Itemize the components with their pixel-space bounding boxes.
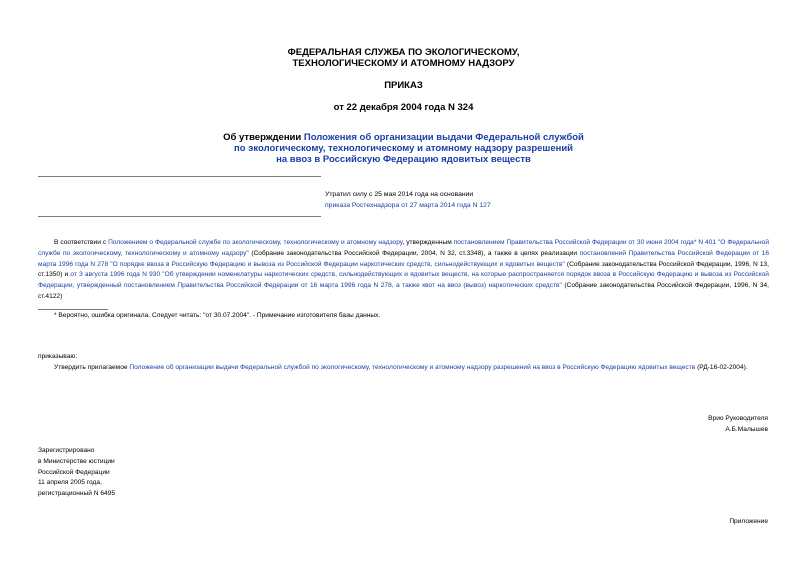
registration-block <box>38 446 238 500</box>
divider-bottom <box>38 216 321 217</box>
order-verb: приказываю: <box>38 353 78 360</box>
header <box>0 47 807 69</box>
registration-line3: Российской Федерации <box>38 468 110 476</box>
preamble-text-2: , утвержденным <box>402 239 454 246</box>
status-block <box>325 190 625 212</box>
agency-name-line1: ФЕДЕРАЛЬНАЯ СЛУЖБА ПО ЭКОЛОГИЧЕСКОМУ, <box>287 47 520 58</box>
divider-top <box>38 176 321 177</box>
order-text-2: (РД-16-02-2004). <box>695 364 748 371</box>
doc-date-number: от 22 декабря 2004 года N 324 <box>333 102 474 113</box>
signature-block <box>560 414 768 436</box>
status-line: Утратил силу с 25 мая 2014 года на основании <box>325 191 474 198</box>
status-link[interactable]: приказа Ростехнадзора от 27 марта 2014 года N 127 <box>325 201 491 209</box>
preamble-text-4: (Собрание законодательства Российской Федерации, 1996, N 13, ст.1350) и <box>38 260 769 279</box>
registration-line1: Зарегистрировано <box>38 447 95 454</box>
doc-type: ПРИКАЗ <box>384 80 423 91</box>
doc-title <box>0 132 807 165</box>
preamble-text-5: (Собрание законодательства Российской Федерации, 1996, N 34, ст.4122) <box>38 282 769 300</box>
preamble-link-regulation[interactable]: Положением о Федеральной службе по экологическому, технологическому и атомному надзору <box>108 239 403 246</box>
preamble-link-decree-278[interactable]: постановлений Правительства Российской Федерации от 16 марта 1996 года N 278 "О порядке ввоза в Российскую Федерацию и вывоза из Российской Федерации наркотических средств, сильнодействующих и ядовитых веществ" <box>38 249 769 268</box>
registration-line4: 11 апреля 2005 года, <box>38 479 102 487</box>
preamble-link-decree-930[interactable]: от 3 августа 1996 года N 930 "Об утверждении номенклатуры наркотических средств, сильнодействующих и ядовитых веществ, на которые распространяется порядок ввоза в Российскую Федерацию и вывоза из Российской Федерации, утвержденный постановлением Правительства Российской Федерации от 16 марта 1996 года N 278, а также квот на ввоз (вывоз) наркотических средств" <box>38 271 769 290</box>
preamble-text-1: В соответствии с <box>54 239 109 246</box>
order-text-1: Утвердить прилагаемое <box>54 364 130 371</box>
signature-position: Врио Руководителя <box>708 415 768 422</box>
registration-line5: регистрационный N 6495 <box>38 490 116 498</box>
footnote: * Вероятно, ошибка оригинала. Следует читать: "от 30.07.2004". - Примечание изготовителя базы данных. <box>54 312 381 319</box>
preamble-text-3: (Собрание законодательства Российской Федерации, 2004, N 32, ст.3348), а также в целях реализации <box>248 249 580 257</box>
title-prefix: Об утверждении <box>223 132 304 143</box>
footnote-divider <box>38 309 108 310</box>
title-link-line1[interactable]: Положения об организации выдачи Федеральной службой <box>303 132 584 143</box>
appendix-label: Приложение <box>729 518 768 525</box>
order-paragraph <box>38 363 769 374</box>
preamble-paragraph <box>38 238 769 303</box>
preamble-link-decree-401[interactable]: постановлением Правительства Российской Федерации от 30 июня 2004 года* N 401 "О Федеральной службе по экологическому, технологическому и атомному надзору" <box>38 239 769 257</box>
agency-name-line2: ТЕХНОЛОГИЧЕСКОМУ И АТОМНОМУ НАДЗОРУ <box>292 58 515 69</box>
signature-name: А.Б.Малышев <box>725 425 768 433</box>
registration-line2: в Министерстве юстиции <box>38 457 115 465</box>
title-link-line2[interactable]: по экологическому, технологическому и атомному надзору разрешений <box>233 143 574 154</box>
order-link-regulation[interactable]: Положение об организации выдачи Федеральной службой по экологическому, технологическому и атомному надзору разрешений на ввоз в Российскую Федерацию ядовитых веществ <box>129 364 696 371</box>
title-link-line3[interactable]: на ввоз в Российскую Федерацию ядовитых веществ <box>276 154 531 165</box>
